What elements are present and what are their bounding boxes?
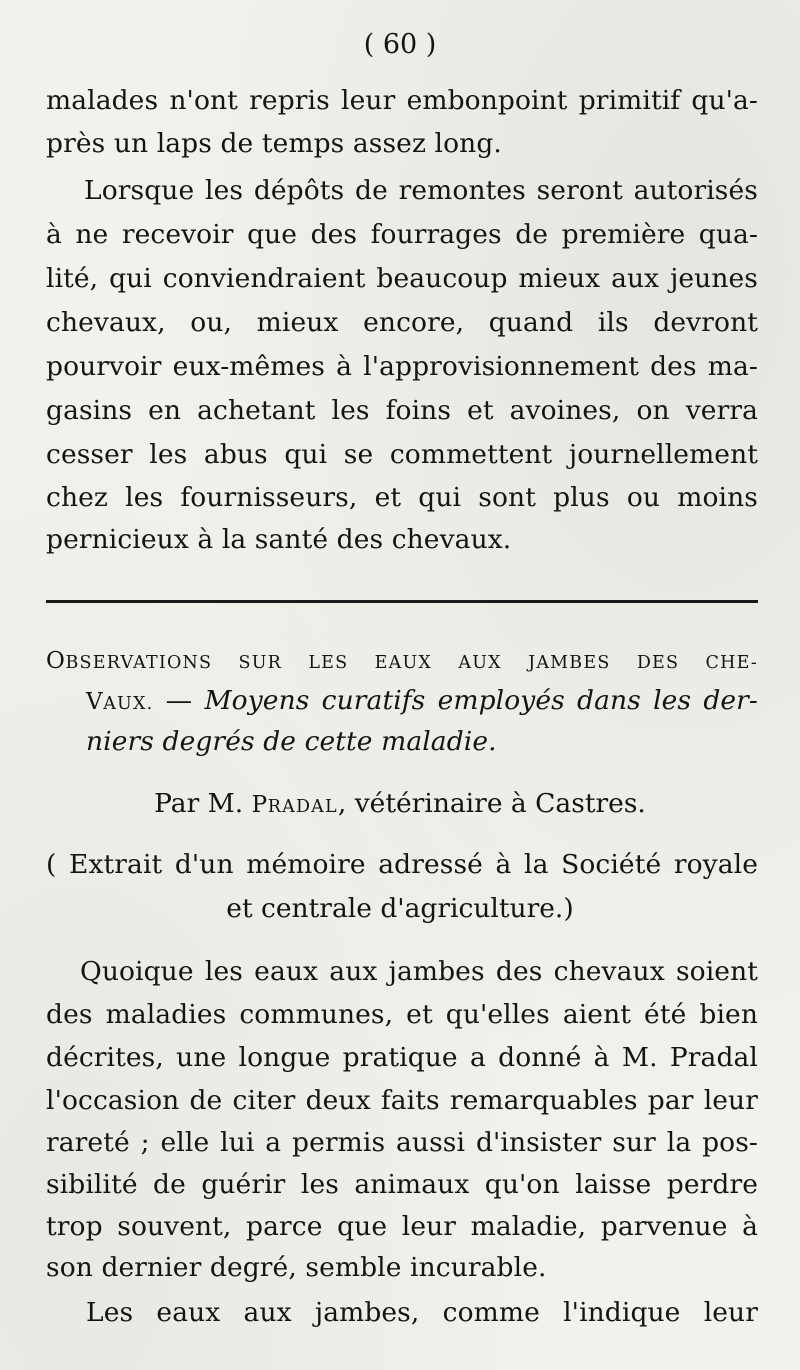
text-line: cesser les abus qui se commettent journellement (46, 439, 758, 470)
text-line: chevaux, ou, mieux encore, quand ils devront (46, 307, 758, 338)
text-line: Quoique les eaux aux jambes des chevaux soient (80, 956, 758, 987)
text-line: trop souvent, parce que leur maladie, parvenue à (46, 1211, 758, 1242)
text-line: l'occasion de citer deux faits remarquables par leur (46, 1085, 758, 1116)
text-line: lité, qui conviendraient beaucoup mieux aux jeunes (46, 263, 758, 294)
heading-initial: V (86, 689, 104, 715)
author-prefix: Par M. (154, 788, 252, 819)
text-line: Lorsque les dépôts de remontes seront autorisés (84, 175, 758, 206)
heading-initial: O (46, 648, 66, 674)
page-number: ( 60 ) (363, 29, 437, 60)
article-heading-line: niers degrés de cette maladie. (86, 726, 497, 757)
heading-smallcaps: BSERVATIONS SUR LES EAUX AUX JAMBES DES CHE- (65, 653, 758, 673)
article-heading-line (46, 684, 758, 721)
author-name: RADAL (267, 797, 338, 817)
author-suffix: , vétérinaire à Castres. (337, 788, 646, 819)
text-line: Les eaux aux jambes, comme l'indique leur (86, 1297, 758, 1328)
text-line: pourvoir eux-mêmes à l'approvisionnement des ma- (46, 351, 758, 382)
text-line: malades n'ont repris leur embonpoint primitif qu'a- (46, 85, 758, 116)
heading-subtitle: Moyens curatifs employés dans les der- (204, 685, 758, 716)
text-line: pernicieux à la santé des chevaux. (46, 524, 512, 555)
article-source: et centrale d'agriculture.) (226, 893, 574, 924)
text-line: son dernier degré, semble incurable. (46, 1252, 547, 1283)
text-line: près un laps de temps assez long. (46, 128, 502, 159)
article-heading-line (46, 643, 758, 680)
text-line: chez les fournisseurs, et qui sont plus ou moins (46, 482, 758, 513)
section-divider (46, 600, 758, 603)
text-line: sibilité de guérir les animaux qu'on laisse perdre (46, 1169, 758, 1200)
text-line: gasins en achetant les foins et avoines, on verra (46, 395, 758, 426)
heading-smallcaps: AUX. (103, 694, 154, 714)
article-source: ( Extrait d'un mémoire adressé à la Société royale (46, 849, 758, 880)
text-line: décrites, une longue pratique a donné à M. Pradal (46, 1042, 758, 1073)
heading-dash: — (153, 685, 205, 716)
text-line: rareté ; elle lui a permis aussi d'insister sur la pos- (46, 1127, 758, 1158)
article-author (0, 787, 800, 824)
author-initial: P (251, 792, 268, 818)
text-line: à ne recevoir que des fourrages de première qua- (46, 219, 758, 250)
text-line: des maladies communes, et qu'elles aient été bien (46, 999, 758, 1030)
